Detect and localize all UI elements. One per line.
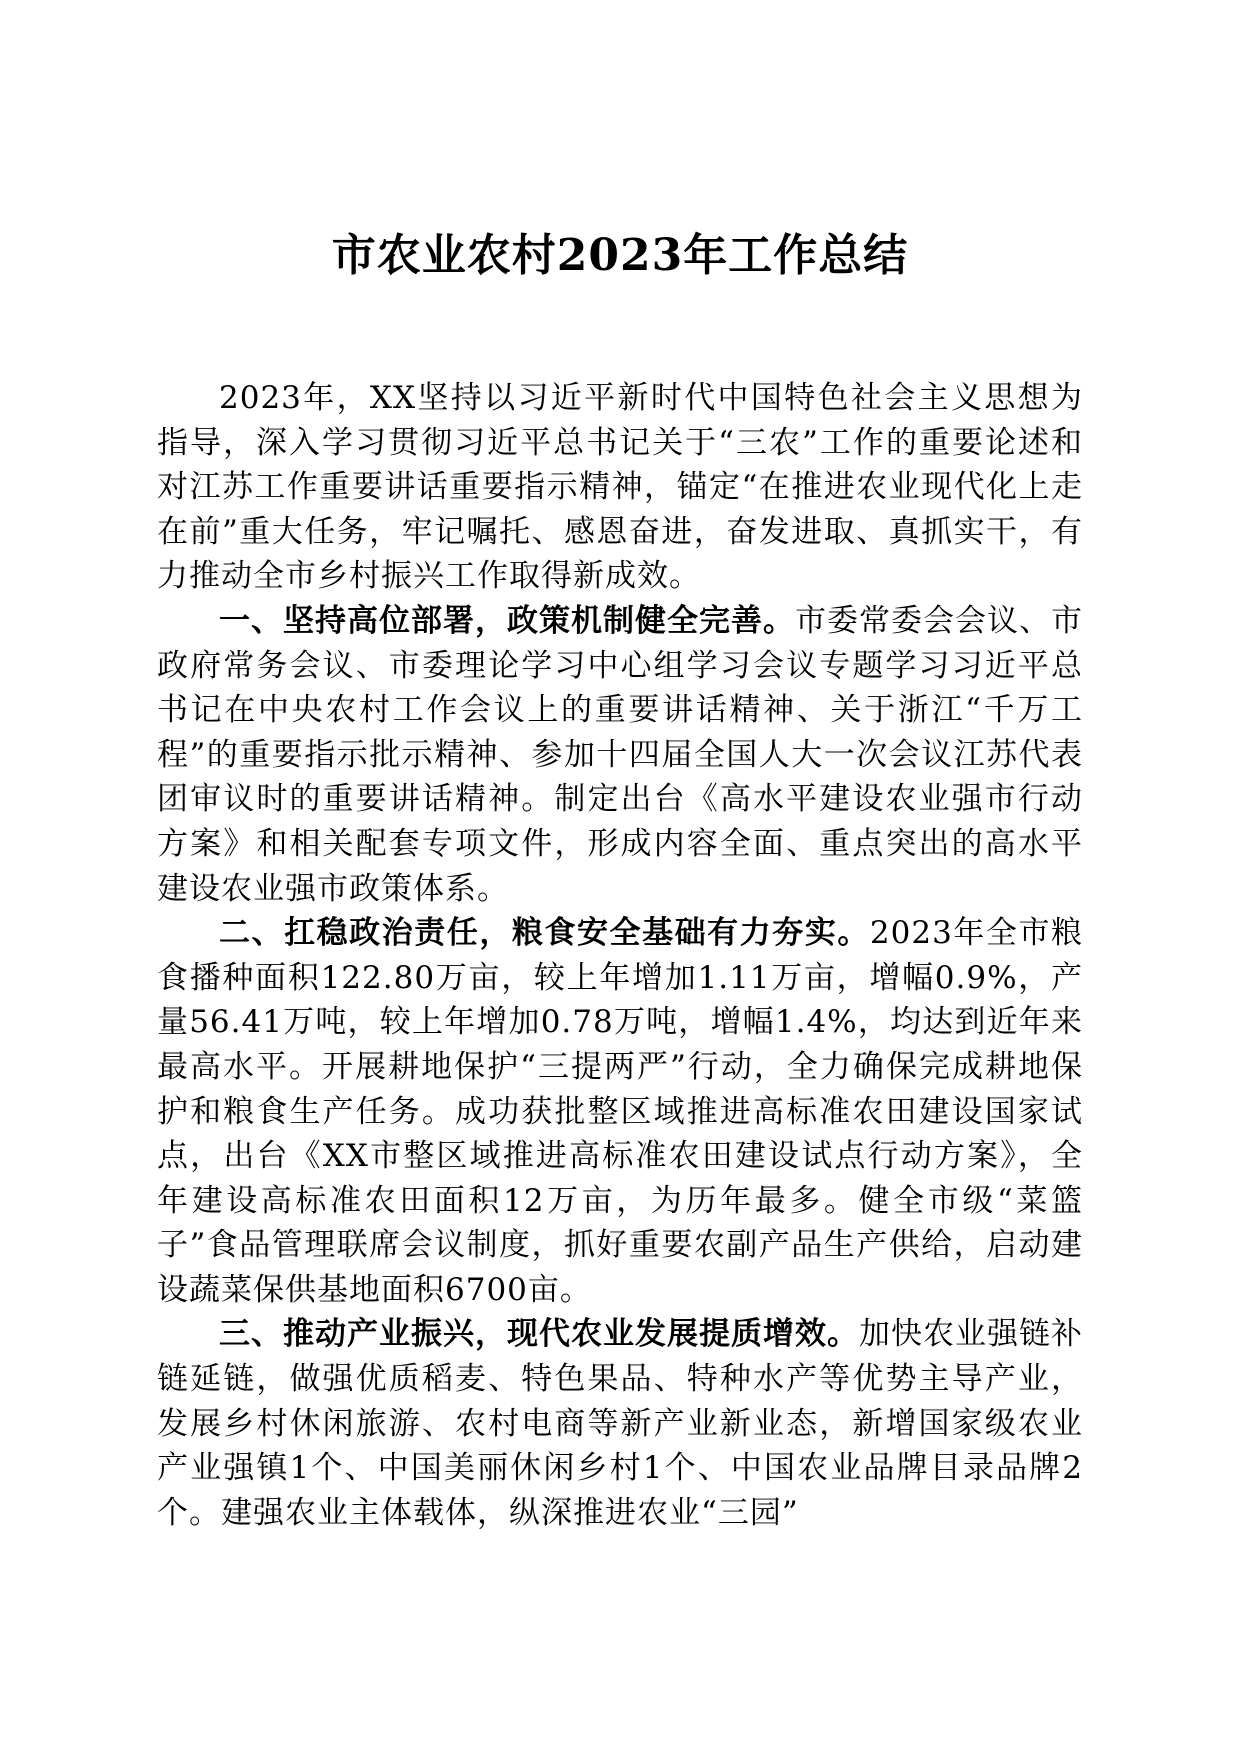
section-3-text: 加快农业强链补链延链，做强优质稻麦、特色果品、特种水产等优势主导产业，发展乡村休闲旅游、农村电商等新产业新业态，新增国家级农业产业强镇1个、中国美丽休闲乡村1个、中国农业品牌目录品牌2个。建强农业主体载体，纵深推进农业“三园” [157,1316,1083,1531]
section-2-heading: 二、扛稳政治责任，粮食安全基础有力夯实。 [219,915,870,952]
paragraph-intro [157,376,1083,599]
section-2-text: 2023年全市粮食播种面积122.80万亩，较上年增加1.11万亩，增幅0.9%，产量56.41万吨，较上年增加0.78万吨，增幅1.4%，均达到近年来最高水平。开展耕地保护“三提两严”行动，全力确保完成耕地保护和粮食生产任务。成功获批整区域推进高标准农田建设国家试点，出台《XX市整区域推进高标准农田建设试点行动方案》，全年建设高标准农田面积12万亩，为历年最多。健全市级“菜篮子”食品管理联席会议制度，抓好重要农副产品生产供给，启动建设蔬菜保供基地面积6700亩。 [157,915,1083,1308]
section-1-heading: 一、坚持高位部署，政策机制健全完善。 [219,602,795,639]
document-title: 市农业农村2023年工作总结 [331,230,909,281]
paragraph-section-1 [157,599,1083,911]
document-body [157,376,1083,1535]
paragraph-section-2 [157,911,1083,1312]
paragraph-text: 2023年，XX坚持以习近平新时代中国特色社会主义思想为指导，深入学习贯彻习近平总书记关于“三农”工作的重要论述和对江苏工作重要讲话重要指示精神，锚定“在推进农业现代化上走在前”重大任务，牢记嘱托、感恩奋进，奋发进取、真抓实干，有力推动全市乡村振兴工作取得新成效。 [157,380,1083,595]
section-3-heading: 三、推动产业振兴，现代农业发展提质增效。 [219,1316,859,1353]
paragraph-section-3 [157,1312,1083,1535]
section-1-text: 市委常委会会议、市政府常务会议、市委理论学习中心组学习会议专题学习习近平总书记在中央农村工作会议上的重要讲话精神、关于浙江“千万工程”的重要指示批示精神、参加十四届全国人大一次会议江苏代表团审议时的重要讲话精神。制定出台《高水平建设农业强市行动方案》和相关配套专项文件，形成内容全面、重点突出的高水平建设农业强市政策体系。 [157,602,1083,907]
